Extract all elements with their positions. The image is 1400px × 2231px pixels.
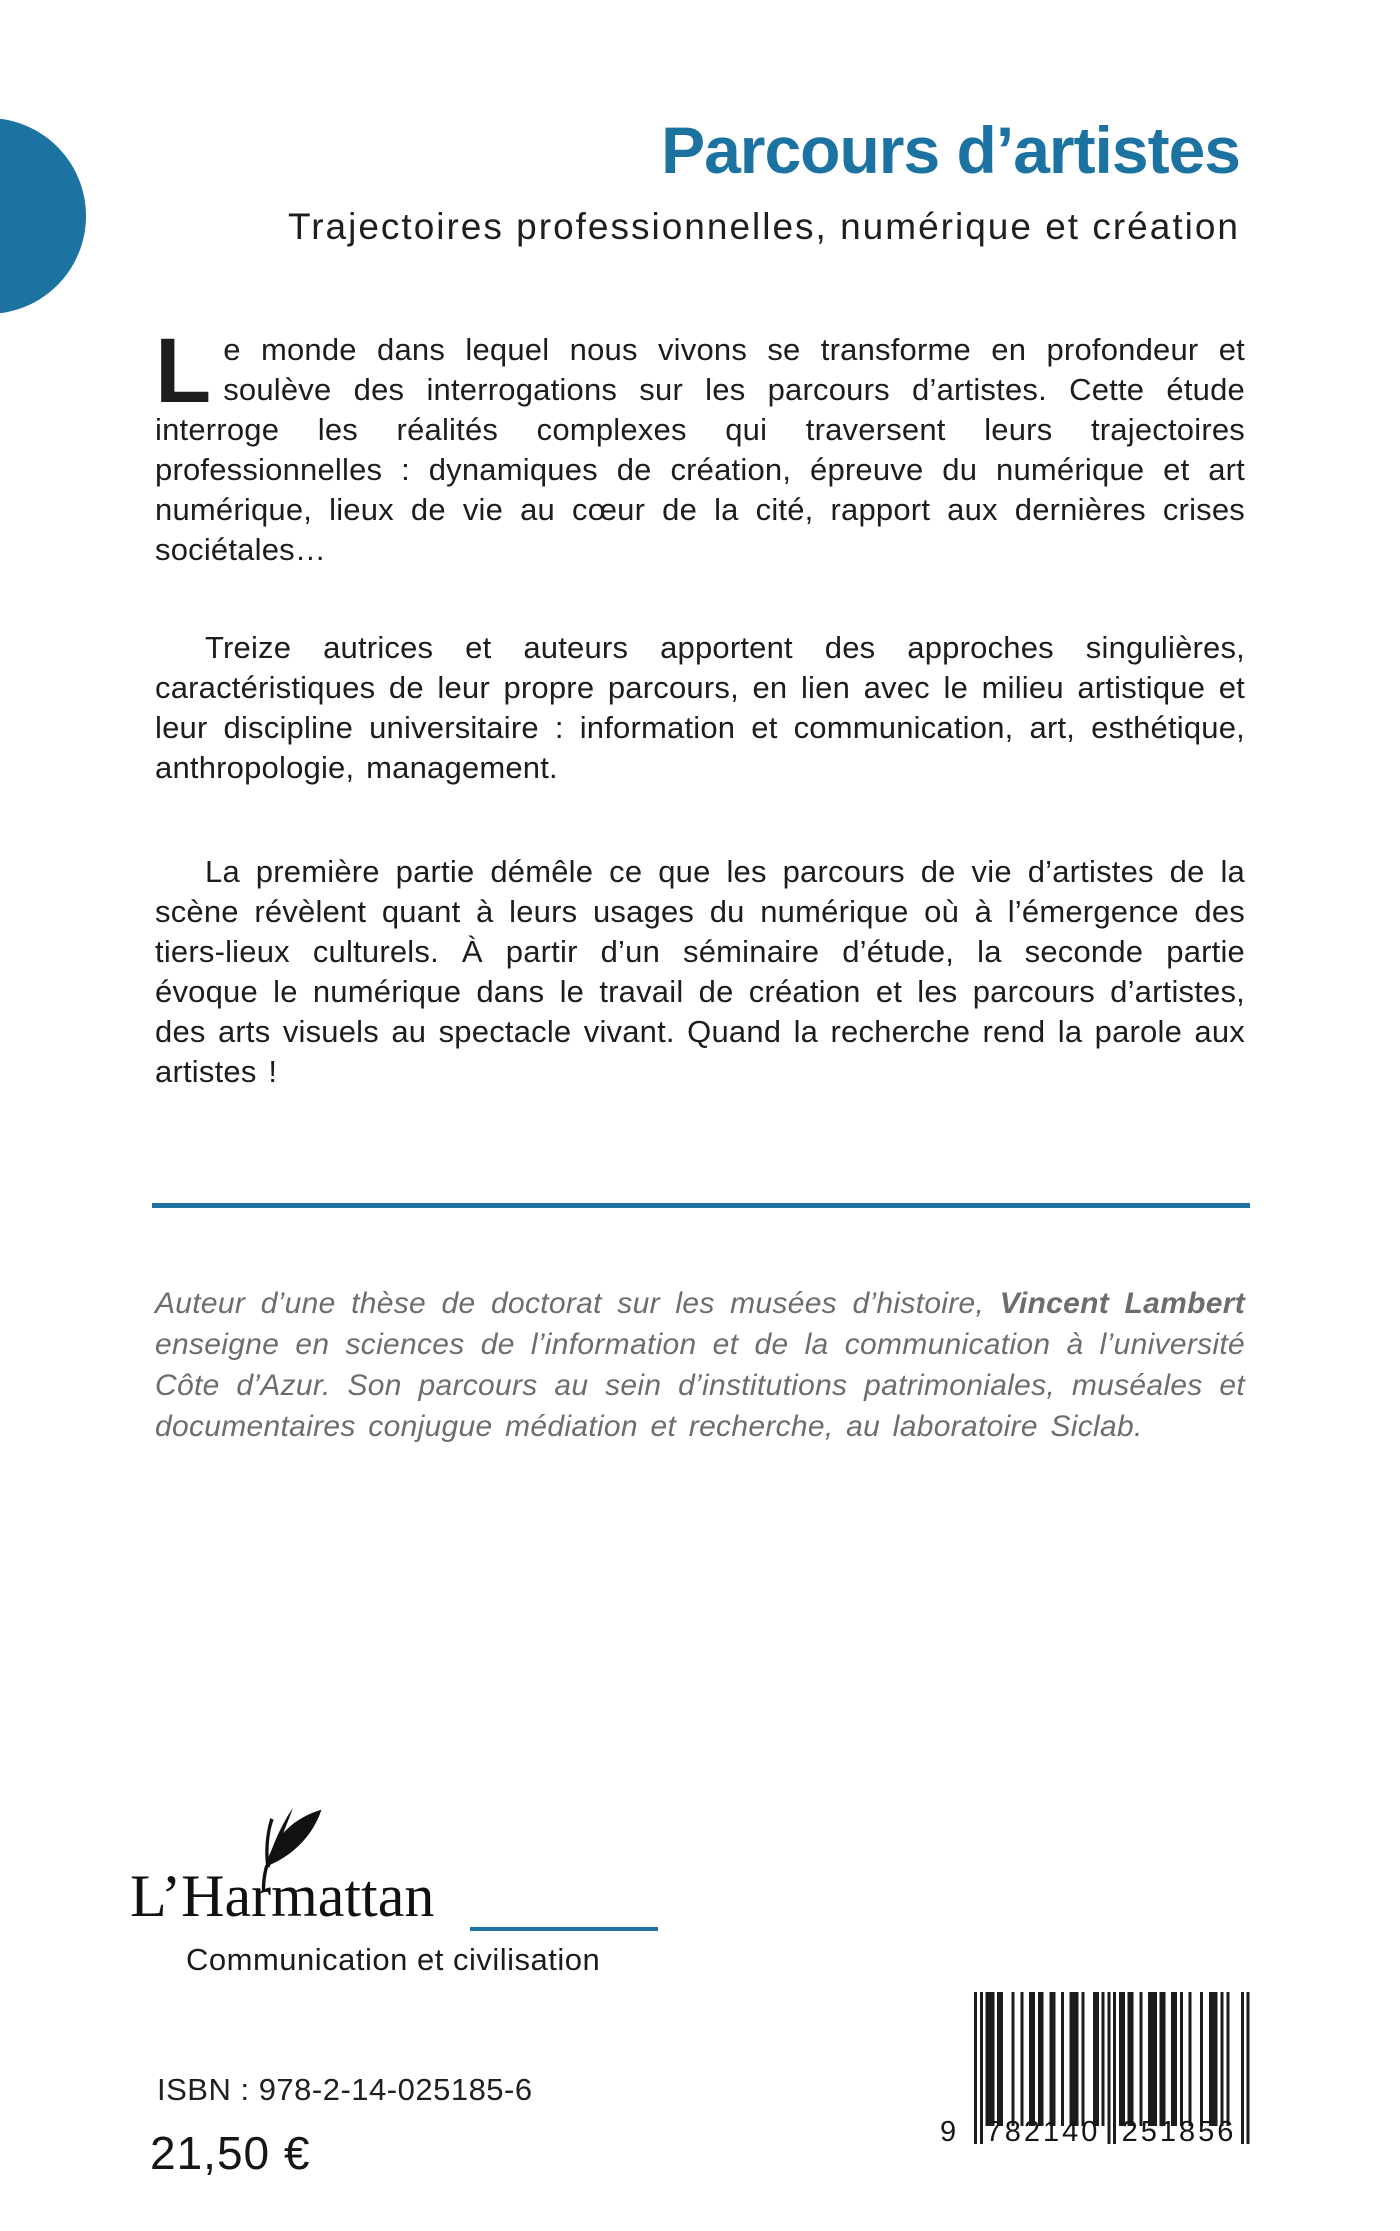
barcode-group-right: 251856 [1121,2116,1237,2148]
synopsis-paragraph-3: La première partie démêle ce que les parcours de vie d’artistes de la scène révèlent quant à leurs usages du numérique où à l’émergence des tiers-lieux culturels. À partir d’un séminaire d’étude, la seconde partie évoque le numérique dans le travail de création et les parcours d’artistes, des arts visuels au spectacle vivant. Quand la recherche rend la parole aux artistes ! [155,854,1245,1089]
divider-rule [152,1203,1250,1208]
book-subtitle: Trajectoires professionnelles, numérique et création [287,206,1240,247]
collection-name: Communication et civilisation [186,1942,601,1977]
synopsis-paragraph-2: Treize autrices et auteurs apportent des approches singulières, caractéristiques de leur propre parcours, en lien avec le milieu artistique et leur discipline universitaire : information et communication, art, esthétique, anthropologie, management. [155,630,1245,785]
publisher-name: L’Harmattan [130,1863,435,1929]
drop-cap: L [155,320,212,422]
synopsis-paragraph-1 [155,320,1245,570]
author-bio [155,1283,1245,1447]
price-label: 21,50 € [150,2127,311,2179]
barcode-digit-lead: 9 [940,2116,957,2148]
author-bio-rest: enseigne en sciences de l’information et de la communication à l’université Côte d’Azur. Son parcours au sein d’institutions patrimoniales, muséales et documentaires conjugue médiation et recherche, au laboratoire Siclab. [155,1328,1245,1443]
author-bio-intro: Auteur d’une thèse de doctorat sur les musées d’histoire, [155,1287,1000,1320]
barcode-group-left: 782140 [985,2116,1101,2148]
teal-corner-shape [0,118,86,314]
synopsis-paragraph-1-text: e monde dans lequel nous vivons se transforme en profondeur et soulève des interrogations sur les parcours d’artistes. Cette étude interroge les réalités complexes qui traversent leurs trajectoires professionnelles : dynamiques de création, épreuve du numérique et art numérique, lieux de vie au cœur de la cité, rapport aux dernières crises sociétales… [155,332,1245,567]
barcode [930,1992,1260,2167]
book-title: Parcours d’artistes [661,113,1240,187]
isbn-label: ISBN : 978-2-14-025185-6 [157,2072,533,2107]
author-name: Vincent Lambert [999,1287,1245,1320]
publisher-logo-underline [470,1927,658,1931]
